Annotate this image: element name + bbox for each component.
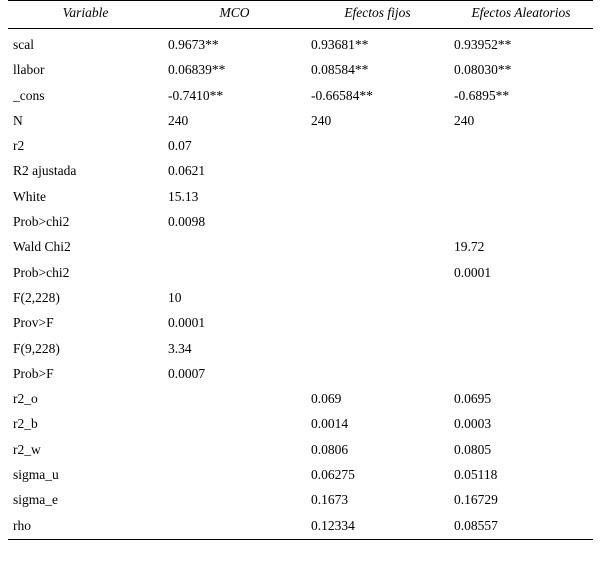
- cell-efectos-aleatorios: [449, 335, 593, 360]
- table-row: [8, 361, 593, 386]
- table-header: [8, 1, 593, 29]
- cell-variable: Prob>chi2: [13, 264, 70, 280]
- cell-efectos-aleatorios: [449, 310, 593, 335]
- table-row: [8, 83, 593, 108]
- column-header-variable: Variable: [8, 1, 163, 29]
- table-header-row: [8, 1, 593, 29]
- table-row: [8, 158, 593, 183]
- cell-mco: [163, 386, 306, 411]
- cell-mco: 3.34: [168, 340, 192, 356]
- table-row: [8, 513, 593, 540]
- cell-mco: 0.07: [168, 138, 192, 154]
- column-header-efectos-fijos: Efectos fijos: [306, 1, 449, 29]
- cell-efectos-aleatorios: 0.0003: [454, 416, 492, 432]
- cell-mco: 0.0001: [168, 315, 206, 331]
- cell-mco: [163, 234, 306, 259]
- cell-efectos-fijos: [306, 310, 449, 335]
- cell-variable: N: [13, 112, 23, 128]
- regression-results-table: [8, 0, 593, 540]
- cell-efectos-aleatorios: 0.05118: [454, 467, 498, 483]
- cell-efectos-fijos: 0.12334: [306, 513, 449, 540]
- table-row: [8, 411, 593, 436]
- cell-mco: [163, 462, 306, 487]
- cell-efectos-aleatorios: [449, 361, 593, 386]
- cell-mco: 0.9673**: [168, 37, 219, 52]
- cell-efectos-aleatorios: 19.72: [454, 239, 485, 255]
- cell-variable: White: [13, 188, 46, 204]
- cell-efectos-fijos: [306, 184, 449, 209]
- cell-efectos-aleatorios: [449, 133, 593, 158]
- cell-variable: scal: [13, 37, 34, 52]
- cell-variable: r2_w: [13, 441, 41, 457]
- cell-mco: 0.06839**: [168, 62, 226, 78]
- cell-efectos-fijos: 240: [311, 112, 332, 128]
- table-row: [8, 285, 593, 310]
- cell-efectos-fijos: 0.93681**: [311, 37, 369, 52]
- cell-efectos-fijos: [306, 361, 449, 386]
- cell-efectos-fijos: [306, 335, 449, 360]
- table-row: [8, 133, 593, 158]
- cell-variable: Wald Chi2: [13, 239, 71, 255]
- table-row: [8, 108, 593, 133]
- cell-efectos-fijos: 0.1673: [311, 492, 349, 508]
- cell-mco: [163, 437, 306, 462]
- cell-variable: F(9,228): [13, 340, 60, 356]
- cell-efectos-aleatorios: 0.0805: [454, 441, 492, 457]
- cell-mco: 15.13: [168, 188, 199, 204]
- table-body: [8, 29, 593, 540]
- table-row: [8, 29, 593, 58]
- cell-mco: 0.0098: [168, 214, 206, 230]
- cell-efectos-aleatorios: 0.0001: [454, 264, 492, 280]
- cell-efectos-fijos: [306, 133, 449, 158]
- table-row: [8, 335, 593, 360]
- table-row: [8, 260, 593, 285]
- cell-efectos-aleatorios: 0.93952**: [454, 37, 512, 52]
- table-row: [8, 184, 593, 209]
- cell-efectos-fijos: [306, 234, 449, 259]
- cell-efectos-aleatorios: [449, 285, 593, 310]
- cell-mco: -0.7410**: [168, 87, 224, 103]
- cell-mco: [163, 487, 306, 512]
- cell-efectos-fijos: 0.08584**: [311, 62, 369, 78]
- cell-variable: Prov>F: [13, 315, 54, 331]
- column-header-mco: MCO: [163, 1, 306, 29]
- cell-variable: sigma_u: [13, 467, 59, 483]
- cell-efectos-aleatorios: 0.0695: [454, 391, 492, 407]
- cell-efectos-fijos: 0.0014: [311, 416, 349, 432]
- cell-mco: 10: [168, 289, 182, 305]
- cell-variable: sigma_e: [13, 492, 58, 508]
- table-row: [8, 386, 593, 411]
- cell-variable: Prob>chi2: [13, 214, 70, 230]
- cell-efectos-fijos: -0.66584**: [311, 87, 373, 103]
- cell-efectos-fijos: 0.0806: [311, 441, 349, 457]
- cell-variable: _cons: [13, 87, 45, 103]
- cell-efectos-aleatorios: [449, 158, 593, 183]
- table-row: [8, 437, 593, 462]
- table-row: [8, 487, 593, 512]
- cell-efectos-fijos: [306, 285, 449, 310]
- table-row: [8, 462, 593, 487]
- cell-efectos-aleatorios: 0.16729: [454, 492, 498, 508]
- cell-efectos-fijos: [306, 260, 449, 285]
- cell-efectos-fijos: 0.06275: [311, 467, 355, 483]
- cell-efectos-aleatorios: [449, 184, 593, 209]
- cell-mco: [163, 411, 306, 436]
- cell-mco: 0.0007: [168, 365, 206, 381]
- cell-mco: [163, 513, 306, 540]
- cell-variable: r2_b: [13, 416, 38, 432]
- cell-efectos-fijos: [306, 158, 449, 183]
- table-row: [8, 234, 593, 259]
- cell-efectos-aleatorios: -0.6895**: [454, 87, 510, 103]
- table-row: [8, 310, 593, 335]
- cell-efectos-aleatorios: [449, 209, 593, 234]
- cell-variable: Prob>F: [13, 365, 54, 381]
- cell-efectos-fijos: [306, 209, 449, 234]
- table-row: [8, 209, 593, 234]
- cell-mco: [163, 260, 306, 285]
- column-header-efectos-aleatorios: Efectos Aleatorios: [449, 1, 593, 29]
- cell-mco: 0.0621: [168, 163, 206, 179]
- cell-efectos-aleatorios: 0.08557: [449, 513, 593, 540]
- cell-efectos-aleatorios: 0.08030**: [454, 62, 512, 78]
- cell-variable: r2_o: [13, 391, 38, 407]
- cell-efectos-fijos: 0.069: [311, 391, 342, 407]
- cell-variable: rho: [8, 513, 163, 540]
- cell-variable: llabor: [13, 62, 45, 78]
- cell-variable: R2 ajustada: [13, 163, 77, 179]
- table-row: [8, 57, 593, 82]
- cell-mco: 240: [168, 112, 189, 128]
- cell-variable: r2: [13, 138, 25, 154]
- cell-variable: F(2,228): [13, 289, 60, 305]
- cell-efectos-aleatorios: 240: [454, 112, 475, 128]
